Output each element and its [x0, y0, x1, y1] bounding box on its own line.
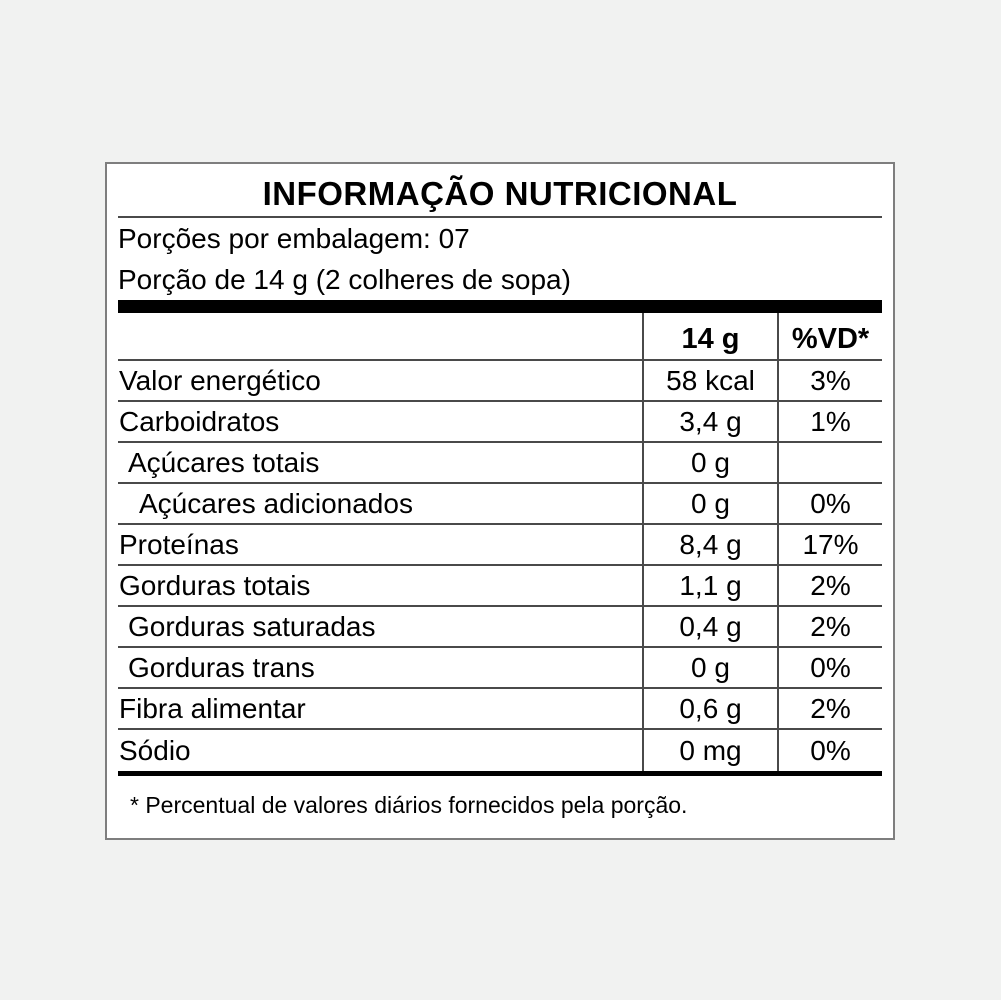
nutrient-name: Gorduras totais — [119, 569, 311, 601]
footnote: * Percentual de valores diários fornecidos pela porção. — [130, 792, 688, 818]
nutrient-daily-value: 3% — [777, 361, 882, 400]
nutrient-amount: 3,4 g — [642, 402, 777, 441]
nutrient-daily-value — [777, 443, 882, 482]
table-row — [118, 607, 882, 648]
nutrient-daily-value: 2% — [777, 566, 882, 605]
nutrient-column-header — [118, 313, 642, 359]
nutrient-name: Sódio — [119, 734, 191, 766]
nutrient-daily-value: 0% — [777, 730, 882, 771]
table-row — [118, 689, 882, 730]
table-row — [118, 402, 882, 443]
nutrient-daily-value: 2% — [777, 689, 882, 728]
daily-value-column-header: %VD* — [777, 313, 882, 359]
nutrient-amount: 0 g — [642, 484, 777, 523]
nutrition-rows — [118, 361, 882, 771]
nutrient-amount: 58 kcal — [642, 361, 777, 400]
nutrient-amount: 0 g — [642, 648, 777, 687]
nutrient-daily-value: 2% — [777, 607, 882, 646]
table-header-row — [118, 313, 882, 361]
table-row — [118, 443, 882, 484]
nutrient-amount: 0 mg — [642, 730, 777, 771]
page-title: INFORMAÇÃO NUTRICIONAL — [262, 175, 738, 212]
nutrient-daily-value: 0% — [777, 484, 882, 523]
table-row — [118, 566, 882, 607]
table-row — [118, 525, 882, 566]
nutrient-daily-value: 17% — [777, 525, 882, 564]
servings-per-package: Porções por embalagem: 07 — [118, 223, 470, 254]
nutrient-name: Proteínas — [119, 528, 239, 560]
nutrient-name: Gorduras saturadas — [128, 610, 376, 642]
table-row — [118, 361, 882, 402]
amount-column-header: 14 g — [642, 313, 777, 359]
nutrition-label-card — [105, 162, 895, 840]
nutrition-table — [118, 313, 882, 776]
nutrient-name: Açúcares adicionados — [139, 487, 413, 519]
table-row — [118, 730, 882, 771]
nutrient-daily-value: 0% — [777, 648, 882, 687]
nutrient-name: Açúcares totais — [128, 446, 320, 478]
nutrient-name: Gorduras trans — [128, 651, 315, 683]
serving-size: Porção de 14 g (2 colheres de sopa) — [118, 264, 571, 295]
nutrient-name: Carboidratos — [119, 405, 280, 437]
nutrient-amount: 0 g — [642, 443, 777, 482]
table-row — [118, 648, 882, 689]
nutrient-name: Fibra alimentar — [119, 692, 306, 724]
nutrient-name: Valor energético — [119, 364, 321, 396]
table-row — [118, 484, 882, 525]
nutrient-amount: 0,6 g — [642, 689, 777, 728]
nutrient-daily-value: 1% — [777, 402, 882, 441]
nutrient-amount: 0,4 g — [642, 607, 777, 646]
table-top-bar — [118, 300, 882, 313]
nutrient-amount: 1,1 g — [642, 566, 777, 605]
nutrient-amount: 8,4 g — [642, 525, 777, 564]
